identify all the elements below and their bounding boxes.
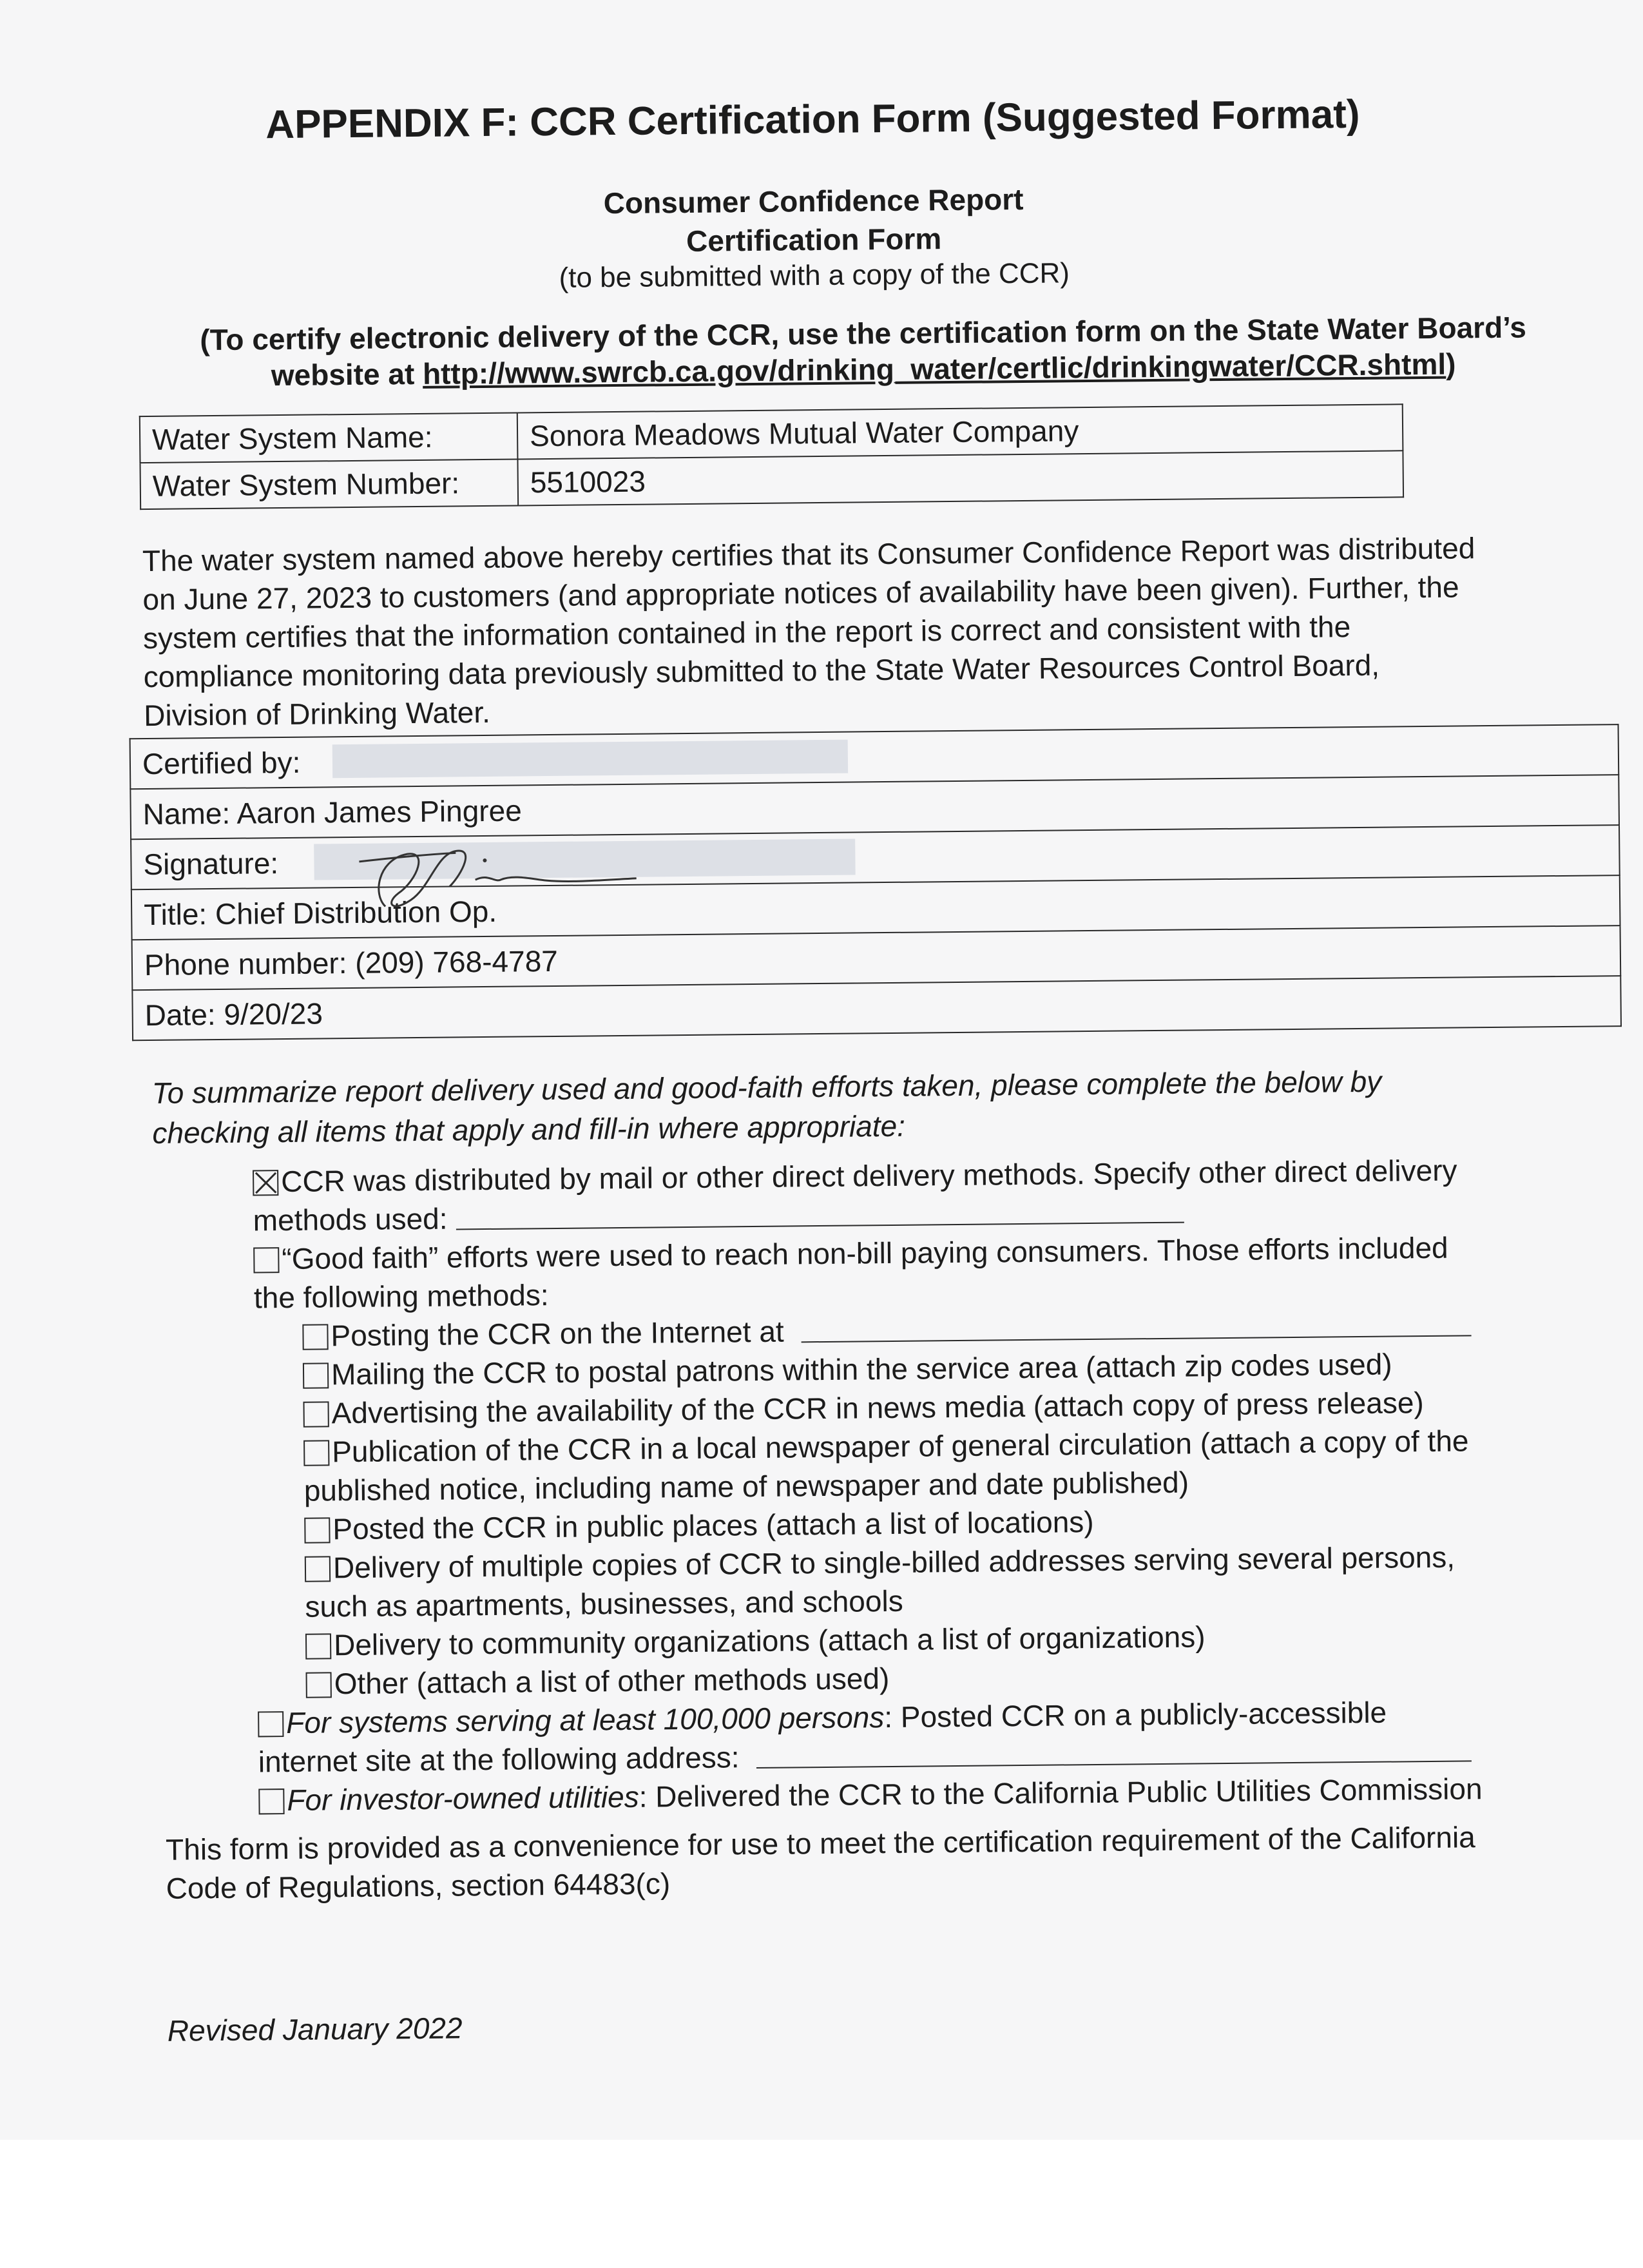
- paragraph-line: system certifies that the information contained in the report is correct and consistent with the: [142, 610, 1351, 655]
- system-name-label: Water System Name:: [140, 412, 518, 463]
- name-field: Name: Aaron James Pingree: [130, 775, 1619, 839]
- internet-site-address-field[interactable]: [756, 1734, 1472, 1769]
- internet-checkbox[interactable]: [302, 1324, 328, 1350]
- signature-field: Signature:: [131, 825, 1620, 889]
- instructions: [152, 1059, 1602, 1153]
- title-field: Title: Chief Distribution Op.: [131, 875, 1620, 940]
- advertising-label: Advertising the availability of the CCR in news media (attach copy of press release): [331, 1386, 1424, 1430]
- community-orgs-checkbox[interactable]: [305, 1633, 331, 1659]
- date-field: Date: 9/20/23: [132, 976, 1621, 1040]
- redacted-certifier: [332, 740, 848, 779]
- paragraph-line: The water system named above hereby certifies that its Consumer Confidence Report was distributed: [142, 531, 1475, 578]
- page-title: APPENDIX F: CCR Certification Form (Suggested Format): [265, 92, 1360, 148]
- electronic-delivery-notice: [135, 308, 1591, 394]
- good-faith-methods: [254, 1304, 1637, 1704]
- investor-label-italic: For investor-owned utilities: [287, 1779, 639, 1817]
- footer-line: Code of Regulations, section 64483(c): [166, 1866, 671, 1905]
- methods-used-field[interactable]: [456, 1196, 1184, 1230]
- good-faith-label-cont: the following methods:: [253, 1278, 549, 1315]
- certification-paragraph: [142, 527, 1607, 735]
- investor-label: : Delivered the CCR to the California Public Utilities Commission: [639, 1772, 1483, 1814]
- mail-label-cont: methods used:: [253, 1201, 448, 1237]
- phone-field: Phone number: (209) 768-4787: [132, 926, 1621, 990]
- state-board-link[interactable]: http://www.swrcb.ca.gov/drinking_water/certlic/drinkingwater/CCR.shtml: [422, 347, 1446, 391]
- subtitle-form: Certification Form: [686, 222, 942, 258]
- certified-by-field: Certified by:: [130, 724, 1619, 789]
- mail-label: CCR was distributed by mail or other direct delivery methods. Specify other direct delivery: [280, 1153, 1457, 1199]
- postal-label: Mailing the CCR to postal patrons within the service area (attach zip codes used): [331, 1347, 1392, 1391]
- large-systems-label-cont: internet site at the following address:: [258, 1740, 740, 1779]
- internet-address-field[interactable]: [801, 1309, 1471, 1342]
- multiple-copies-label: Delivery of multiple copies of CCR to single-billed addresses serving several persons,: [332, 1540, 1456, 1585]
- other-checkbox[interactable]: [306, 1672, 332, 1698]
- large-systems-checkbox[interactable]: [258, 1711, 283, 1737]
- system-number-value: 5510023: [517, 451, 1403, 505]
- notice-prefix: website at: [271, 356, 423, 393]
- system-number-label: Water System Number:: [140, 459, 518, 509]
- internet-label: Posting the CCR on the Internet at: [331, 1314, 784, 1353]
- water-system-table: [139, 403, 1404, 510]
- large-systems-label: : Posted CCR on a publicly-accessible: [884, 1695, 1387, 1734]
- investor-owned-checkbox[interactable]: [258, 1788, 284, 1814]
- instructions-line: To summarize report delivery used and good-faith efforts taken, please complete the below by: [151, 1064, 1382, 1110]
- publication-label: Publication of the CCR in a local newspaper of general circulation (attach a copy of the: [331, 1424, 1469, 1469]
- handwritten-signature: [346, 833, 643, 926]
- instructions-line: checking all items that apply and fill-in where appropriate:: [152, 1109, 906, 1150]
- paragraph-line: compliance monitoring data previously submitted to the State Water Resources Control Board,: [143, 648, 1380, 694]
- paragraph-line: on June 27, 2023 to customers (and appropriate notices of availability have been given). Further, the: [142, 570, 1459, 617]
- notice-suffix: ): [1445, 347, 1456, 381]
- public-places-checkbox[interactable]: [304, 1517, 330, 1543]
- multiple-copies-checkbox[interactable]: [305, 1556, 331, 1582]
- community-orgs-label: Delivery to community organizations (attach a list of organizations): [333, 1620, 1206, 1662]
- large-systems-label-italic: For systems serving at least 100,000 persons: [286, 1700, 885, 1740]
- footer-note: [166, 1816, 1629, 1908]
- notice-line-1: (To certify electronic delivery of the CCR, use the certification form on the State Water Board’s: [200, 310, 1527, 357]
- paragraph-line: Division of Drinking Water.: [143, 695, 491, 733]
- good-faith-checkbox[interactable]: [253, 1247, 279, 1273]
- publication-label-cont: published notice, including name of newspaper and date published): [303, 1465, 1189, 1507]
- postal-checkbox[interactable]: [303, 1362, 329, 1388]
- delivery-checklist: [253, 1149, 1638, 1819]
- publication-checkbox[interactable]: [303, 1440, 329, 1466]
- other-label: Other (attach a list of other methods used): [334, 1662, 890, 1701]
- advertising-checkbox[interactable]: [303, 1401, 329, 1427]
- system-name-value: Sonora Meadows Mutual Water Company: [517, 404, 1403, 459]
- public-places-label: Posted the CCR in public places (attach a list of locations): [332, 1504, 1094, 1546]
- mail-checkbox[interactable]: [253, 1170, 278, 1196]
- good-faith-label: “Good faith” efforts were used to reach non-bill paying consumers. Those efforts included: [282, 1230, 1448, 1276]
- subtitle-report: Consumer Confidence Report: [603, 182, 1024, 220]
- multiple-copies-label-cont: such as apartments, businesses, and schools: [305, 1584, 903, 1623]
- revision-date: Revised January 2022: [167, 2011, 463, 2048]
- footer-line: This form is provided as a convenience for use to meet the certification requirement of the California: [165, 1820, 1475, 1866]
- subtitle-note: (to be submitted with a copy of the CCR): [559, 257, 1070, 294]
